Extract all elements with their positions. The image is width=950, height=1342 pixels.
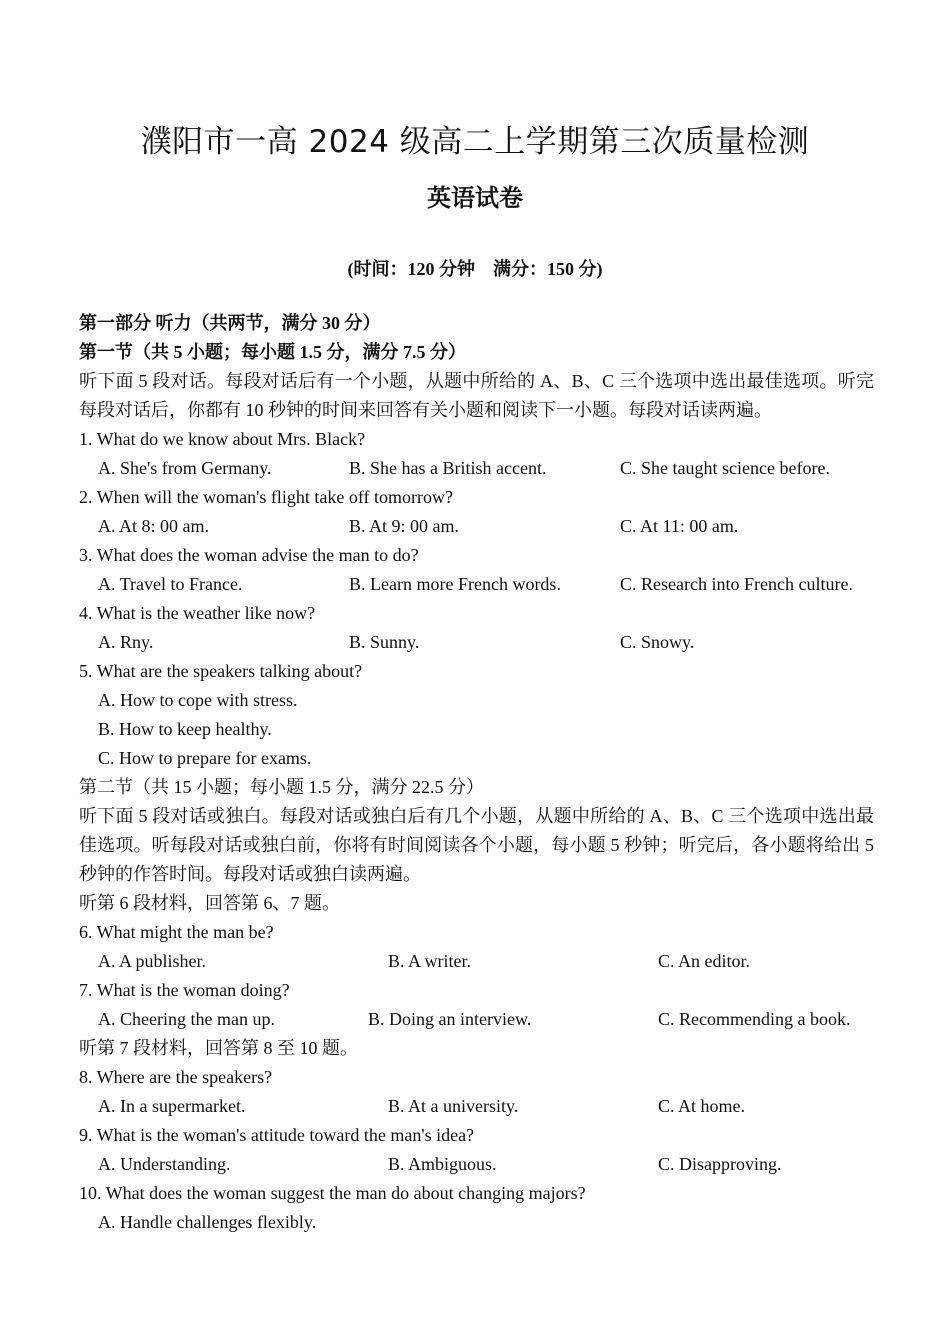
option-a: A. She's from Germany. <box>98 458 272 478</box>
option-c: C. Disapproving. <box>658 1154 782 1174</box>
exam-content <box>79 309 874 1237</box>
option-b: B. Ambiguous. <box>388 1154 497 1174</box>
question-9-stem: 9. What is the woman's attitude toward the man's idea? <box>79 1125 475 1145</box>
option-a: A. Travel to France. <box>98 574 243 594</box>
question-8-stem: 8. Where are the speakers? <box>79 1067 273 1087</box>
option-a: A. At 8: 00 am. <box>98 516 209 536</box>
question-1-options <box>79 454 874 483</box>
option-a: A. Cheering the man up. <box>98 1009 275 1029</box>
option-b: B. How to keep healthy. <box>98 719 272 739</box>
time-info: (时间：120 分钟 满分：150 分) <box>347 259 603 279</box>
option-c: C. Snowy. <box>620 632 695 652</box>
question-6-stem: 6. What might the man be? <box>79 922 274 942</box>
option-b: B. Sunny. <box>349 632 420 652</box>
question-7-options <box>79 1005 874 1034</box>
section2-instructions: 听下面 5 段对话或独白。每段对话或独白后有几个小题，从题中所给的 A、B、C 三个选项中选出最佳选项。听每段对话或独白前，你将有时间阅读各个小题，每小题 5 秒钟；听完后，各小题将给出 5 秒钟的作答时间。每段对话或独白读两遍。 <box>79 806 874 884</box>
option-c: C. How to prepare for exams. <box>98 748 312 768</box>
option-c: C. She taught science before. <box>620 458 830 478</box>
question-4-options <box>79 628 874 657</box>
section1-heading: 第一节（共 5 小题；每小题 1.5 分，满分 7.5 分） <box>79 342 466 362</box>
question-5-stem: 5. What are the speakers talking about? <box>79 661 363 681</box>
section1-instructions: 听下面 5 段对话。每段对话后有一个小题，从题中所给的 A、B、C 三个选项中选出最佳选项。听完每段对话后，你都有 10 秒钟的时间来回答有关小题和阅读下一小题。每段对话读两遍。 <box>79 371 874 420</box>
option-b: B. A writer. <box>388 951 472 971</box>
exam-title: 濮阳市一高 2024 级高二上学期第三次质量检测 <box>140 124 810 160</box>
question-6-options <box>79 947 874 976</box>
option-b: B. Learn more French words. <box>349 574 561 594</box>
option-b: B. At 9: 00 am. <box>349 516 460 536</box>
option-c: C. At home. <box>658 1096 746 1116</box>
option-b: B. At a university. <box>388 1096 519 1116</box>
material-6-note: 听第 6 段材料，回答第 6、7 题。 <box>79 893 340 913</box>
question-9-options <box>79 1150 874 1179</box>
question-8-options <box>79 1092 874 1121</box>
option-a: A. How to cope with stress. <box>98 690 298 710</box>
question-4-stem: 4. What is the weather like now? <box>79 603 316 623</box>
option-a: A. In a supermarket. <box>98 1096 246 1116</box>
question-10-stem: 10. What does the woman suggest the man do about changing majors? <box>79 1183 586 1203</box>
question-7-stem: 7. What is the woman doing? <box>79 980 290 1000</box>
question-3-options <box>79 570 874 599</box>
question-2-options <box>79 512 874 541</box>
option-c: C. An editor. <box>658 951 751 971</box>
part1-heading: 第一部分 听力（共两节，满分 30 分） <box>79 313 381 333</box>
option-a: A. A publisher. <box>98 951 207 971</box>
question-2-stem: 2. When will the woman's flight take off tomorrow? <box>79 487 454 507</box>
option-a: A. Understanding. <box>98 1154 231 1174</box>
option-b: B. Doing an interview. <box>368 1009 532 1029</box>
option-c: C. Recommending a book. <box>658 1009 851 1029</box>
option-b: B. She has a British accent. <box>349 458 547 478</box>
option-c: C. Research into French culture. <box>620 574 853 594</box>
option-c: C. At 11: 00 am. <box>620 516 739 536</box>
exam-subtitle: 英语试卷 <box>427 184 523 212</box>
section2-heading: 第二节（共 15 小题；每小题 1.5 分，满分 22.5 分） <box>79 777 484 797</box>
material-7-note: 听第 7 段材料，回答第 8 至 10 题。 <box>79 1038 358 1058</box>
option-a: A. Handle challenges flexibly. <box>98 1212 317 1232</box>
question-1-stem: 1. What do we know about Mrs. Black? <box>79 429 366 449</box>
option-a: A. Rny. <box>98 632 154 652</box>
question-3-stem: 3. What does the woman advise the man to do? <box>79 545 419 565</box>
